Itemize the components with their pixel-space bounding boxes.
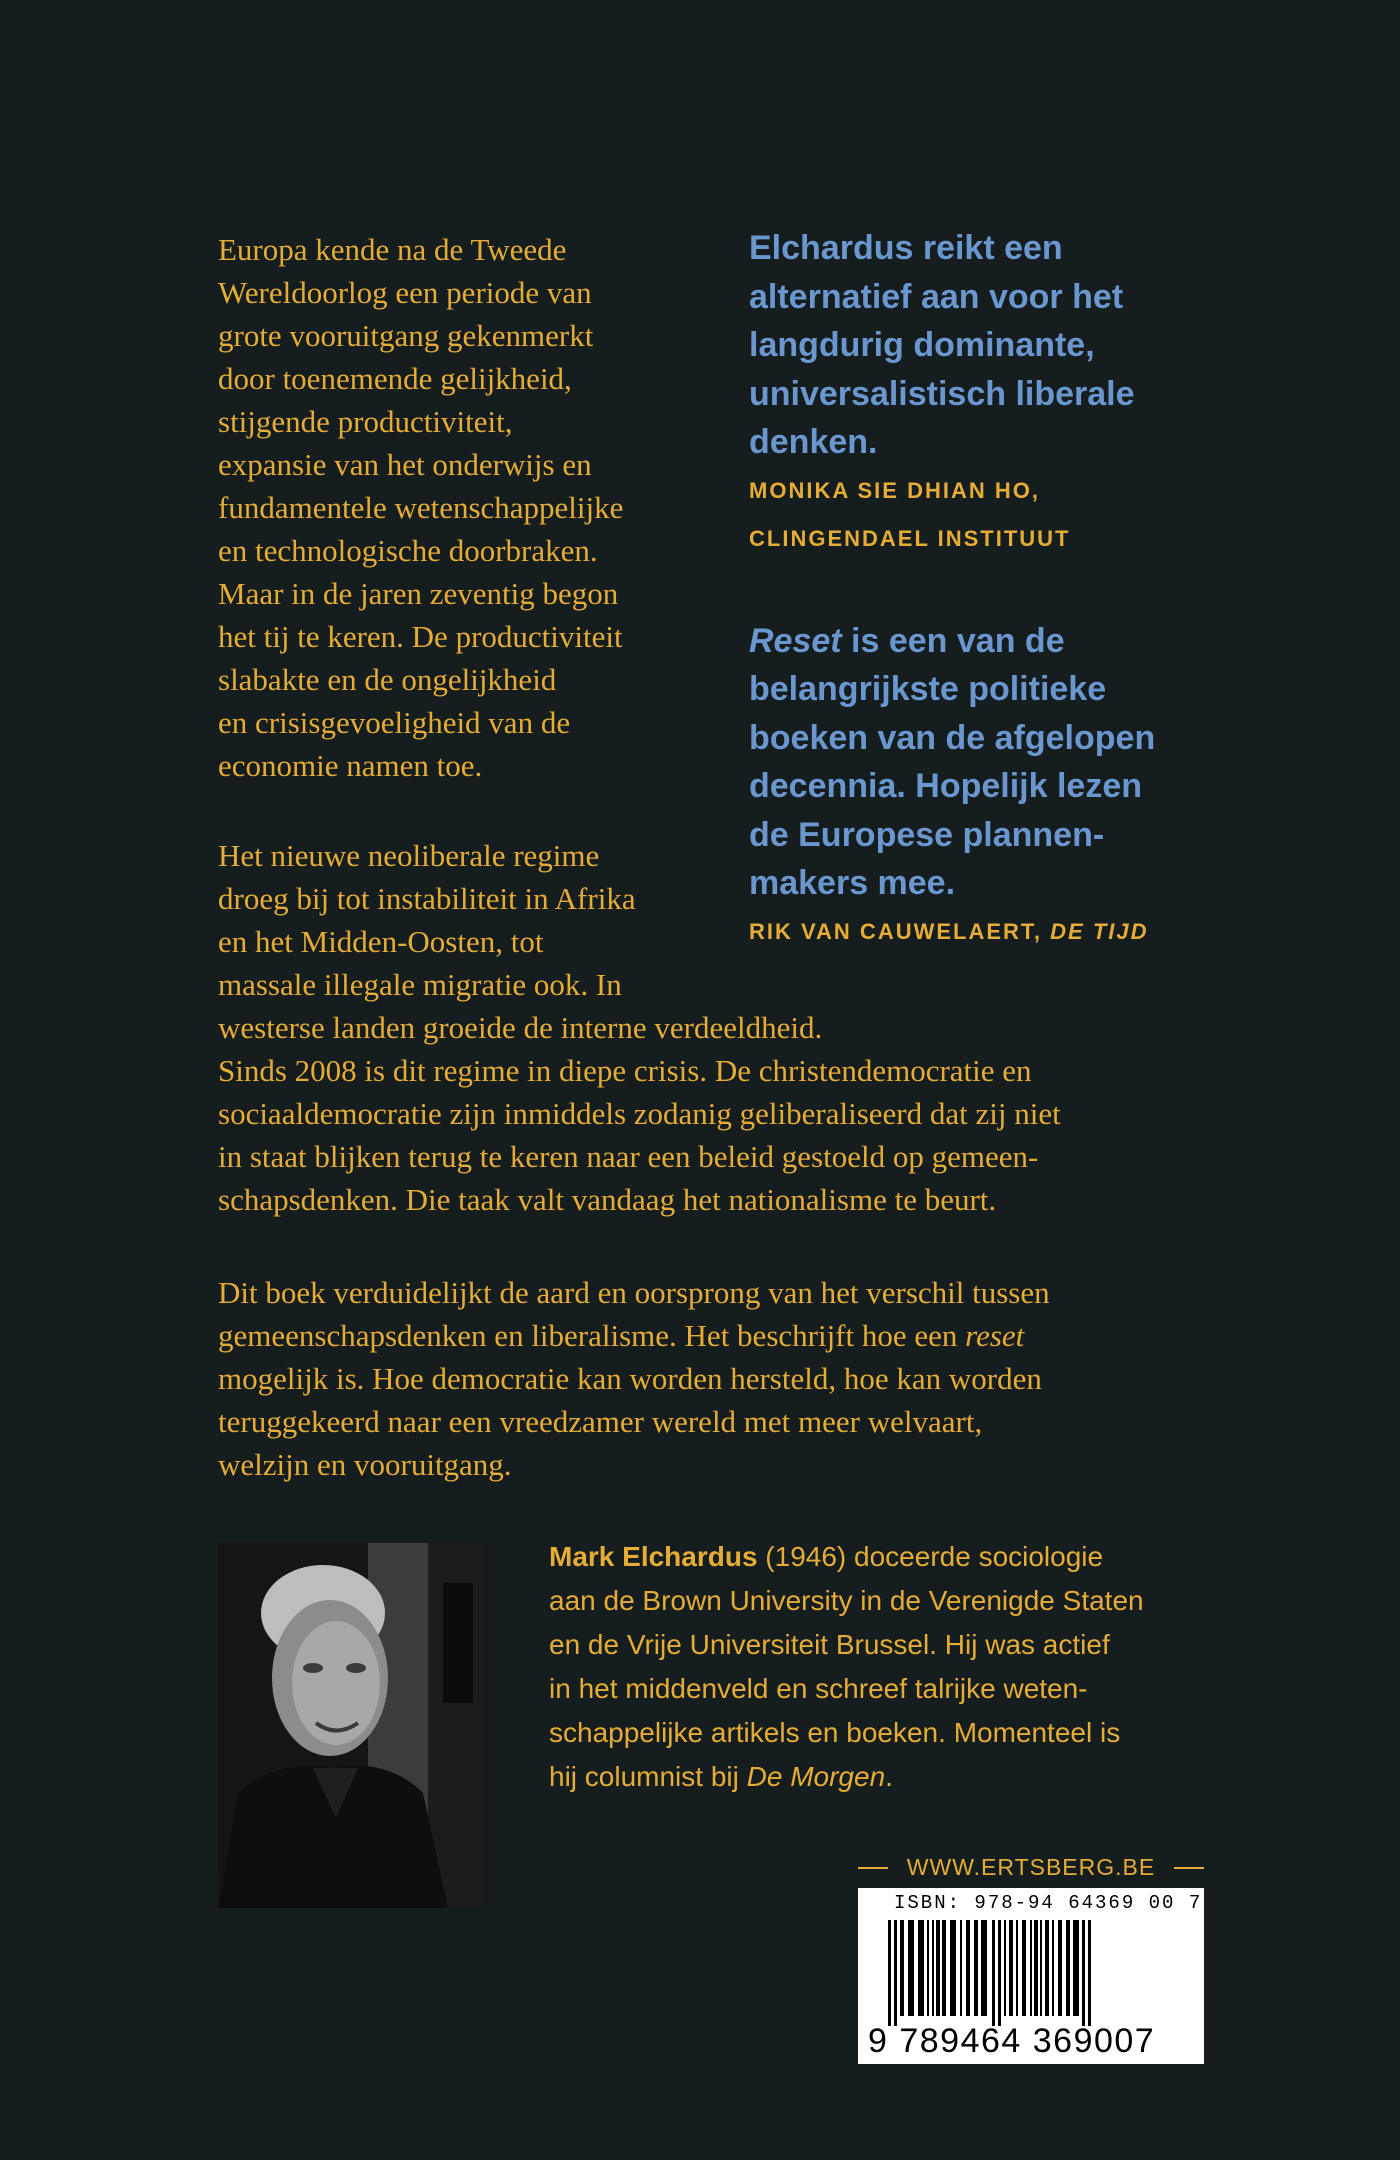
bio-line-1 xyxy=(549,1535,1229,1579)
barcode-bar xyxy=(992,1920,995,2026)
quote-2-line: boeken van de afgelopen xyxy=(749,718,1156,757)
intro-line: en technologische doorbraken. xyxy=(218,533,598,568)
quote-2-source-name: RIK VAN CAUWELAERT, xyxy=(749,918,1051,944)
website-right-dash xyxy=(1174,1867,1204,1869)
closing-line-2-text: gemeenschapsdenken en liberalisme. Het beschrijft hoe een xyxy=(218,1318,966,1353)
quote-1-source xyxy=(749,467,1249,563)
middle-line: en het Midden-Oosten, tot xyxy=(218,924,544,959)
quote-2-line: decennia. Hopelijk lezen xyxy=(749,767,1143,805)
barcode-bar xyxy=(960,1920,962,2016)
bio-line: in het middenveld en schreef talrijke weten- xyxy=(549,1673,1088,1704)
quote-1-line: langdurig dominante, xyxy=(749,326,1095,364)
author-bio xyxy=(549,1535,1229,1799)
quote-1-source-org: CLINGENDAEL INSTITUUT xyxy=(749,525,1071,551)
publisher-website xyxy=(858,1854,1204,1881)
intro-line: Europa kende na de Tweede xyxy=(218,232,567,267)
quote-2-first-line xyxy=(749,622,1065,660)
intro-line: door toenemende gelijkheid, xyxy=(218,361,572,396)
intro-line: stijgende productiviteit, xyxy=(218,404,513,439)
quote-1 xyxy=(749,224,1249,563)
closing-rest xyxy=(218,1357,1228,1486)
barcode-bar xyxy=(927,1920,929,2016)
quote-1-line: denken. xyxy=(749,423,878,461)
barcode-bars xyxy=(882,1920,1192,2026)
barcode-bar xyxy=(1016,1920,1018,2016)
closing-line-1: Dit boek verduidelijkt de aard en oorsprong van het verschil tussen xyxy=(218,1275,1050,1310)
bio-line: schappelijke artikels en boeken. Momenteel is xyxy=(549,1717,1121,1748)
barcode-bar xyxy=(1073,1920,1079,2016)
barcode-bar xyxy=(1088,1920,1091,2026)
intro-line: fundamentele wetenschappelijke xyxy=(218,490,624,525)
isbn-barcode xyxy=(858,1888,1204,2064)
quote-2-line: de Europese plannen- xyxy=(749,815,1105,854)
barcode-bar xyxy=(1058,1920,1062,2016)
quote-2-line: belangrijkste politieke xyxy=(749,670,1107,708)
blurb-intro xyxy=(218,228,718,787)
intro-line: het tij te keren. De productiviteit xyxy=(218,619,623,654)
quote-2-reset-italic: Reset xyxy=(749,621,842,660)
intro-line: Maar in de jaren zeventig begon xyxy=(218,576,619,611)
intro-line: slabakte en de ongelijkheid xyxy=(218,662,557,697)
middle-line: westerse landen groeide de interne verdeeldheid. xyxy=(218,1010,823,1045)
barcode-bar xyxy=(1004,1920,1006,2016)
quote-1-text xyxy=(749,224,1249,467)
bio-line: en de Vrije Universiteit Brussel. Hij was actief xyxy=(549,1629,1110,1660)
quote-1-line: universalistisch liberale xyxy=(749,374,1135,413)
barcode-bar xyxy=(1030,1920,1032,2016)
middle-line: Het nieuwe neoliberale regime xyxy=(218,838,600,873)
intro-line: economie namen toe. xyxy=(218,748,483,783)
bio-last-line xyxy=(549,1755,1229,1799)
middle-line: in staat blijken terug te keren naar een beleid gestoeld op gemeen- xyxy=(218,1139,1039,1174)
author-photo xyxy=(218,1543,484,1908)
bio-lines xyxy=(549,1579,1229,1755)
bio-last-period: . xyxy=(885,1761,893,1792)
barcode-bar xyxy=(974,1920,978,2016)
blurb-middle xyxy=(218,834,1228,1221)
author-name: Mark Elchardus xyxy=(549,1541,758,1572)
barcode-bar xyxy=(942,1920,946,2016)
intro-line: Wereldoorlog een periode van xyxy=(218,275,592,310)
intro-line: expansie van het onderwijs en xyxy=(218,447,592,482)
middle-line: massale illegale migratie ook. In xyxy=(218,967,622,1002)
barcode-bar xyxy=(950,1920,956,2016)
middle-line: Sinds 2008 is dit regime in diepe crisis. De christendemocratie en xyxy=(218,1053,1032,1088)
closing-line: teruggekeerd naar een vreedzamer wereld met meer welvaart, xyxy=(218,1404,983,1439)
barcode-bar xyxy=(936,1920,940,2016)
barcode-bar xyxy=(932,1920,934,2016)
quote-1-source-name: MONIKA SIE DHIAN HO, xyxy=(749,477,1040,503)
bio-newspaper-italic: De Morgen xyxy=(746,1761,886,1792)
middle-line: sociaaldemocratie zijn inmiddels zodanig geliberaliseerd dat zij niet xyxy=(218,1096,1061,1131)
blurb-closing xyxy=(218,1271,1228,1486)
closing-line: welzijn en vooruitgang. xyxy=(218,1447,512,1482)
closing-line-2 xyxy=(218,1314,1228,1357)
author-portrait-image xyxy=(218,1543,484,1908)
barcode-bar xyxy=(998,1920,1001,2026)
barcode-bar xyxy=(1040,1920,1042,2016)
middle-line: schapsdenken. Die taak valt vandaag het nationalisme te beurt. xyxy=(218,1182,997,1217)
bio-line-1-rest: (1946) doceerde sociologie xyxy=(757,1541,1104,1572)
quote-1-line: Elchardus reikt een xyxy=(749,229,1063,267)
intro-line: en crisisgevoeligheid van de xyxy=(218,705,571,740)
barcode-bar xyxy=(900,1920,904,2016)
website-left-dash xyxy=(858,1867,888,1869)
barcode-bar xyxy=(918,1920,924,2016)
barcode-bar xyxy=(908,1920,914,2016)
quote-2-source-publication: DE TIJD xyxy=(1050,918,1149,944)
ean-number: 9 789464 369007 xyxy=(868,2022,1156,2060)
quote-1-line: alternatief aan voor het xyxy=(749,277,1124,316)
barcode-bar xyxy=(1034,1920,1038,2016)
closing-reset-italic: reset xyxy=(965,1318,1025,1353)
quote-2-line: makers mee. xyxy=(749,864,956,902)
barcode-bar xyxy=(1066,1920,1070,2016)
barcode-bar xyxy=(888,1920,891,2026)
isbn-label: ISBN: 978-94 64369 00 7 xyxy=(894,1892,1203,1914)
bio-last-text: hij columnist bij xyxy=(549,1761,747,1792)
quote-2-first-rest: is een van de xyxy=(841,621,1065,660)
barcode-bar xyxy=(1052,1920,1054,2016)
intro-line: grote vooruitgang gekenmerkt xyxy=(218,318,594,353)
barcode-bar xyxy=(1082,1920,1085,2026)
barcode-bar xyxy=(981,1920,987,2016)
barcode-bar xyxy=(1009,1920,1013,2016)
barcode-bar xyxy=(966,1920,970,2016)
website-url: WWW.ERTSBERG.BE xyxy=(906,1854,1156,1880)
barcode-bar xyxy=(1045,1920,1049,2016)
bio-line: aan de Brown University in de Verenigde Staten xyxy=(549,1585,1144,1616)
closing-line: mogelijk is. Hoe democratie kan worden hersteld, hoe kan worden xyxy=(218,1361,1042,1396)
barcode-bar xyxy=(894,1920,897,2026)
middle-line: droeg bij tot instabiliteit in Afrika xyxy=(218,881,636,916)
barcode-bar xyxy=(1022,1920,1026,2016)
